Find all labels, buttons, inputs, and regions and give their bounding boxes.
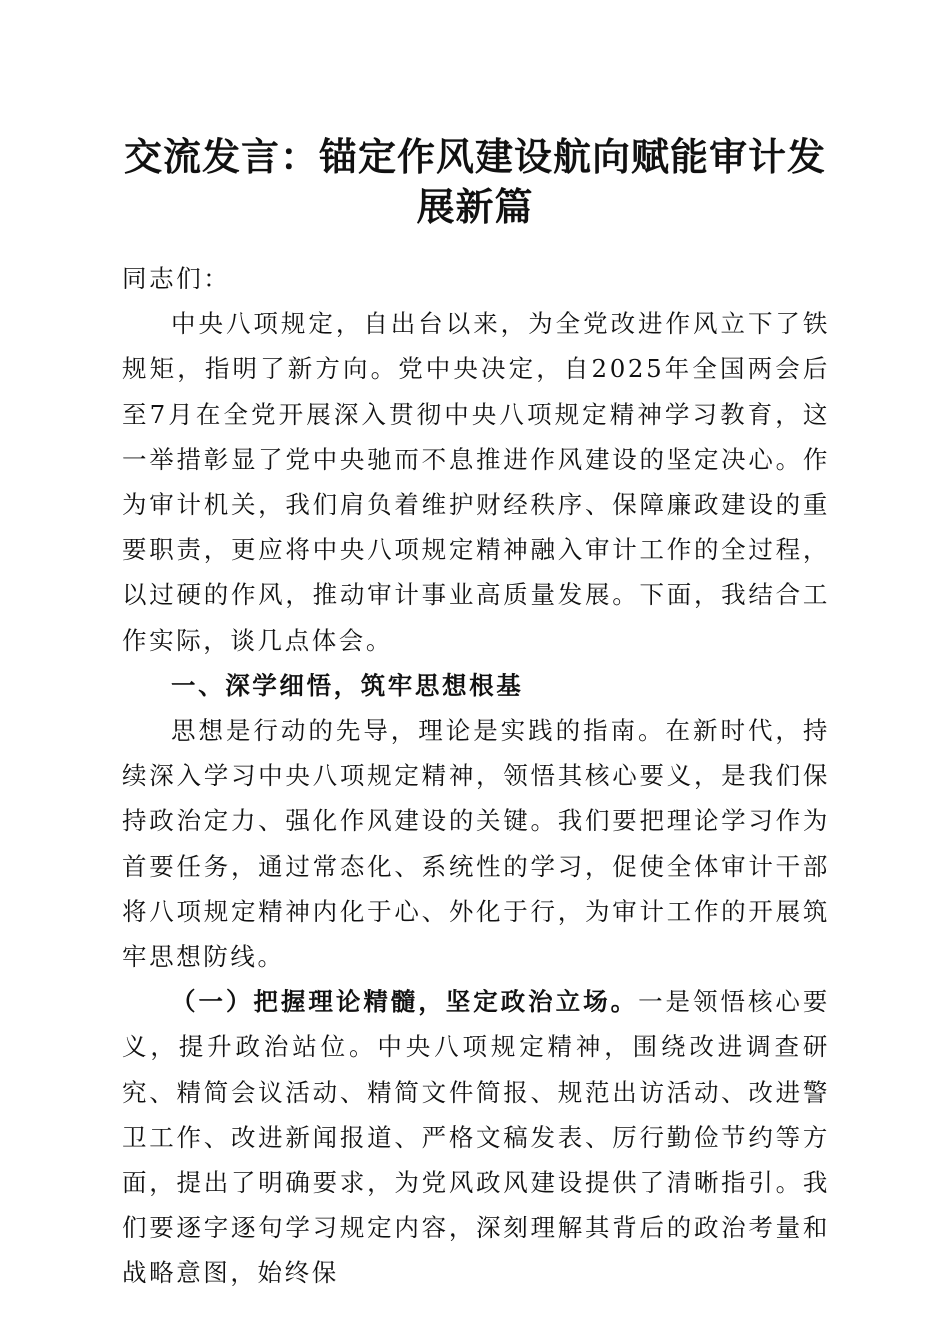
subsection-1-lead: （一）把握理论精髓，坚定政治立场。: [171, 987, 639, 1017]
section-1-paragraph: 思想是行动的先导，理论是实践的指南。在新时代，持续深入学习中央八项规定精神，领悟其核心要义，是我们保持政治定力、强化作风建设的关键。我们要把理论学习作为首要任务，通过常态化、系统性的学习，促使全体审计干部将八项规定精神内化于心、外化于行，为审计工作的开展筑牢思想防线。: [122, 716, 830, 972]
document-body: [122, 256, 830, 1296]
section-heading-1: 一、深学细悟，筑牢思想根基: [171, 670, 524, 700]
subsection-1-text: 一是领悟核心要义，提升政治站位。中央八项规定精神，围绕改进调查研究、精简会议活动、精简文件简报、规范出访活动、改进警卫工作、改进新闻报道、严格文稿发表、厉行勤俭节约等方面，提出了明确要求，为党风政风建设提供了清晰指引。我们要逐字逐句学习规定内容，深刻理解其背后的政治考量和战略意图，始终保: [122, 987, 831, 1288]
document-title: 交流发言：锚定作风建设航向赋能审计发展新篇: [123, 134, 826, 229]
intro-paragraph: 中央八项规定，自出台以来，为全党改进作风立下了铁规矩，指明了新方向。党中央决定，自2025年全国两会后至7月在全党开展深入贯彻中央八项规定精神学习教育，这一举措彰显了党中央驰而不息推进作风建设的坚定决心。作为审计机关，我们肩负着维护财经秩序、保障廉政建设的重要职责，更应将中央八项规定精神融入审计工作的全过程，以过硬的作风，推动审计事业高质量发展。下面，我结合工作实际，谈几点体会。: [122, 309, 830, 655]
subsection-1-paragraph: [122, 979, 830, 1295]
salutation: 同志们：: [122, 264, 231, 293]
